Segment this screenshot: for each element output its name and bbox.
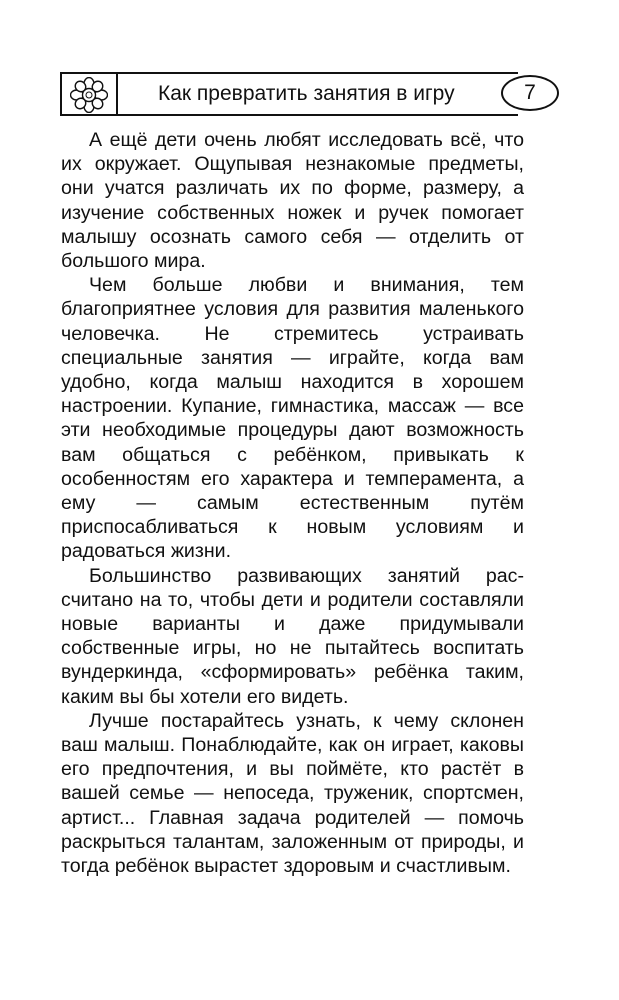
paragraph: Лучше постарайтесь узнать, к чему склонен ваш малыш. Понаблюдайте, как он играет, каковы его предпочтения, и вы поймёте, кто растёт в вашей семье — непоседа, труженик, спортсмен, артист... Главная задача родителей — помочь раскрыться талантам, заложенным от природы, и тогда ребёнок вырастет здоровым и счастливым. bbox=[61, 709, 524, 878]
running-header-title: Как превратить занятия в игру bbox=[158, 82, 455, 105]
running-header bbox=[60, 72, 563, 116]
paragraph: Большинство развивающих занятий рассчитано на то, чтобы дети и родители составляли новые варианты и даже придумывали собственные игры, но не пытайтесь воспитать вундеркинда, «сформировать» ребёнка таким, каким вы бы хотели его видеть. bbox=[61, 564, 524, 708]
paragraph: А ещё дети очень любят исследовать всё, что их окружает. Ощупывая незнакомые предметы, они учатся различать их по форме, размеру, а изучение собственных ножек и ручек помогает малышу осознать самого себя — отделить от большого мира. bbox=[61, 129, 524, 273]
header-rule-top bbox=[116, 72, 518, 74]
page-number: 7 bbox=[501, 75, 559, 111]
header-rule-bottom bbox=[116, 114, 518, 116]
flower-icon bbox=[70, 77, 108, 113]
paragraph: Чем больше любви и внимания, тем благоприятнее условия для развития маленького человечка. Не стремитесь устраивать специальные занятия — играйте, когда вам удобно, когда малыш находится в хорошем настроении. Купание, гимнастика, массаж — все эти необходимые процедуры дают возможность вам общаться с ребёнком, привыкать к особенностям его характера и темперамента, а ему — самым естественным путём приспосабливаться к новым условиям и радоваться жизни. bbox=[61, 274, 524, 563]
body-text bbox=[61, 128, 524, 878]
flower-emblem-box bbox=[60, 72, 118, 116]
